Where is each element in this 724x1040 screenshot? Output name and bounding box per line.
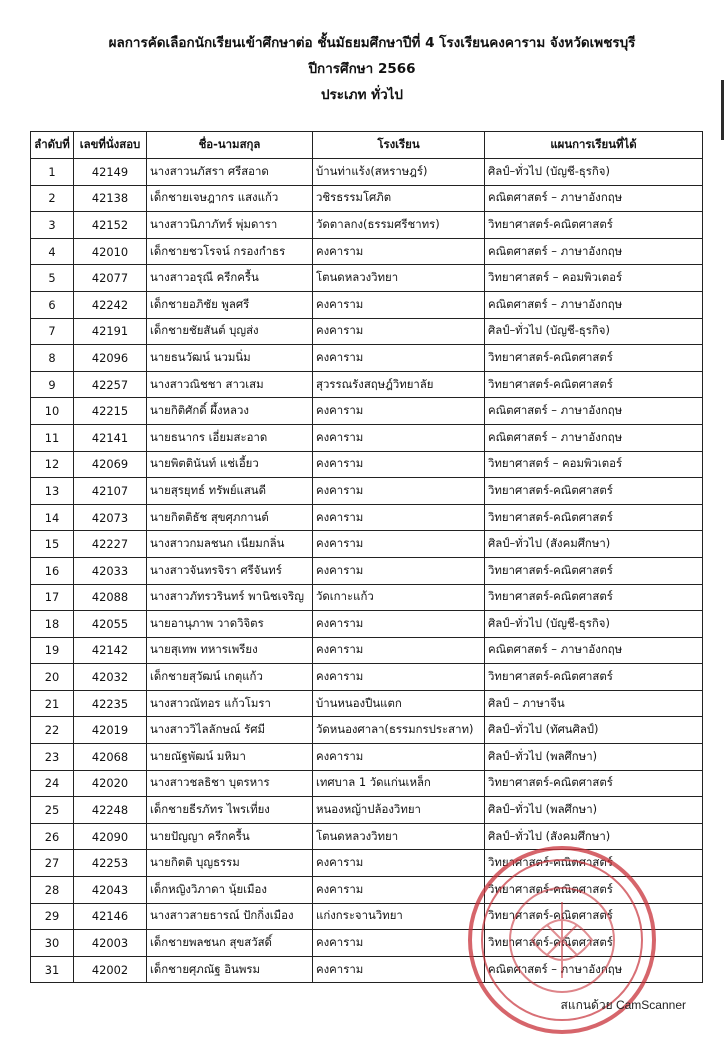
table-row xyxy=(31,504,703,531)
table-row xyxy=(31,238,703,265)
cell-seat-number: 42096 xyxy=(74,345,147,372)
table-body xyxy=(31,159,703,983)
cell-full-name: นางสาวนภัสรา ศรีสอาด xyxy=(147,159,313,186)
header-full-name: ชื่อ-นามสกุล xyxy=(147,132,313,159)
cell-order: 17 xyxy=(31,584,74,611)
cell-full-name: นายกิตติธัช สุขศุภกานต์ xyxy=(147,504,313,531)
cell-seat-number: 42032 xyxy=(74,664,147,691)
cell-order: 14 xyxy=(31,504,74,531)
cell-full-name: เด็กชายพลชนก สุขสวัสดิ์ xyxy=(147,930,313,957)
cell-school: คงคาราม xyxy=(313,504,485,531)
cell-order: 22 xyxy=(31,717,74,744)
table-row xyxy=(31,159,703,186)
cell-seat-number: 42146 xyxy=(74,903,147,930)
document-title: ผลการคัดเลือกนักเรียนเข้าศึกษาต่อ ชั้นมัธยมศึกษาปีที่ 4 โรงเรียนคงคาราม จังหวัดเพชรบุรี xyxy=(108,35,636,51)
header-study-plan: แผนการเรียนที่ได้ xyxy=(485,132,703,159)
cell-study-plan: วิทยาศาสตร์-คณิตศาสตร์ xyxy=(485,557,703,584)
cell-study-plan: วิทยาศาสตร์-คณิตศาสตร์ xyxy=(485,664,703,691)
table-row xyxy=(31,717,703,744)
cell-order: 30 xyxy=(31,930,74,957)
cell-school: วัดเกาะแก้ว xyxy=(313,584,485,611)
cell-school: คงคาราม xyxy=(313,424,485,451)
cell-seat-number: 42142 xyxy=(74,637,147,664)
cell-school: คงคาราม xyxy=(313,611,485,638)
cell-study-plan: วิทยาศาสตร์-คณิตศาสตร์ xyxy=(485,504,703,531)
cell-seat-number: 42215 xyxy=(74,398,147,425)
table-row xyxy=(31,637,703,664)
cell-school: วัดหนองศาลา(ธรรมกรประสาท) xyxy=(313,717,485,744)
header-seat-number: เลขที่นั่งสอบ xyxy=(74,132,147,159)
cell-school: คงคาราม xyxy=(313,478,485,505)
cell-seat-number: 42010 xyxy=(74,238,147,265)
cell-study-plan: ศิลป์–ทั่วไป (บัญชี-ธุรกิจ) xyxy=(485,318,703,345)
table-row xyxy=(31,823,703,850)
cell-seat-number: 42248 xyxy=(74,797,147,824)
table-row xyxy=(31,398,703,425)
results-table xyxy=(30,131,703,983)
table-row xyxy=(31,478,703,505)
cell-order: 29 xyxy=(31,903,74,930)
cell-study-plan: คณิตศาสตร์ – ภาษาอังกฤษ xyxy=(485,637,703,664)
cell-full-name: นายสุรยุทธ์ ทรัพย์แสนดี xyxy=(147,478,313,505)
cell-study-plan: วิทยาศาสตร์-คณิตศาสตร์ xyxy=(485,371,703,398)
cell-seat-number: 42055 xyxy=(74,611,147,638)
table-row xyxy=(31,451,703,478)
table-row xyxy=(31,770,703,797)
cell-seat-number: 42257 xyxy=(74,371,147,398)
cell-full-name: นายธนวัฒน์ นวมนิ่ม xyxy=(147,345,313,372)
cell-order: 8 xyxy=(31,345,74,372)
cell-study-plan: วิทยาศาสตร์-คณิตศาสตร์ xyxy=(485,345,703,372)
cell-seat-number: 42088 xyxy=(74,584,147,611)
table-row xyxy=(31,690,703,717)
table-row xyxy=(31,531,703,558)
cell-order: 28 xyxy=(31,877,74,904)
cell-full-name: เด็กชายชัยสันต์ บุญส่ง xyxy=(147,318,313,345)
table-row xyxy=(31,903,703,930)
cell-seat-number: 42077 xyxy=(74,265,147,292)
cell-full-name: นายอานุภาพ วาดวิจิตร xyxy=(147,611,313,638)
cell-order: 25 xyxy=(31,797,74,824)
cell-order: 1 xyxy=(31,159,74,186)
cell-study-plan: วิทยาศาสตร์-คณิตศาสตร์ xyxy=(485,478,703,505)
cell-full-name: นางสาวนิภาภัทร์ พุ่มดารา xyxy=(147,212,313,239)
header-school: โรงเรียน xyxy=(313,132,485,159)
table-row xyxy=(31,664,703,691)
cell-seat-number: 42068 xyxy=(74,744,147,771)
cell-study-plan: คณิตศาสตร์ – ภาษาอังกฤษ xyxy=(485,185,703,212)
cell-school: คงคาราม xyxy=(313,637,485,664)
table-row xyxy=(31,424,703,451)
cell-seat-number: 42020 xyxy=(74,770,147,797)
cell-study-plan: วิทยาศาสตร์ – คอมพิวเตอร์ xyxy=(485,265,703,292)
cell-full-name: เด็กชายศุภณัฐ อินพรม xyxy=(147,956,313,983)
table-row xyxy=(31,611,703,638)
cell-school: คงคาราม xyxy=(313,531,485,558)
cell-seat-number: 42227 xyxy=(74,531,147,558)
cell-seat-number: 42002 xyxy=(74,956,147,983)
cell-seat-number: 42235 xyxy=(74,690,147,717)
table-row xyxy=(31,584,703,611)
cell-seat-number: 42253 xyxy=(74,850,147,877)
cell-school: คงคาราม xyxy=(313,930,485,957)
cell-school: คงคาราม xyxy=(313,345,485,372)
cell-study-plan: ศิลป์–ทั่วไป (พลศึกษา) xyxy=(485,744,703,771)
cell-order: 20 xyxy=(31,664,74,691)
cell-study-plan: ศิลป์–ทั่วไป (บัญชี-ธุรกิจ) xyxy=(485,611,703,638)
cell-seat-number: 42149 xyxy=(74,159,147,186)
cell-school: คงคาราม xyxy=(313,877,485,904)
table-row xyxy=(31,185,703,212)
cell-full-name: นางสาวภัทรวรินทร์ พานิชเจริญ xyxy=(147,584,313,611)
cell-seat-number: 42191 xyxy=(74,318,147,345)
cell-study-plan: วิทยาศาสตร์-คณิตศาสตร์ xyxy=(485,770,703,797)
cell-seat-number: 42138 xyxy=(74,185,147,212)
cell-full-name: เด็กชายชวโรจน์ กรองกำธร xyxy=(147,238,313,265)
cell-school: วชิรธรรมโศภิต xyxy=(313,185,485,212)
table-row xyxy=(31,850,703,877)
cell-school: หนองหญ้าปล้องวิทยา xyxy=(313,797,485,824)
cell-order: 9 xyxy=(31,371,74,398)
cell-school: คงคาราม xyxy=(313,664,485,691)
table-row xyxy=(31,371,703,398)
table-row xyxy=(31,318,703,345)
cell-study-plan: วิทยาศาสตร์-คณิตศาสตร์ xyxy=(485,903,703,930)
cell-study-plan: วิทยาศาสตร์-คณิตศาสตร์ xyxy=(485,212,703,239)
header-order: ลำดับที่ xyxy=(31,132,74,159)
table-header-row xyxy=(31,132,703,159)
academic-year: ปีการศึกษา 2566 xyxy=(308,61,416,77)
cell-full-name: เด็กชายธีรภัทร ไพรเที่ยง xyxy=(147,797,313,824)
table-row xyxy=(31,956,703,983)
cell-order: 2 xyxy=(31,185,74,212)
cell-order: 21 xyxy=(31,690,74,717)
cell-study-plan: คณิตศาสตร์ – ภาษาอังกฤษ xyxy=(485,424,703,451)
cell-school: โตนดหลวงวิทยา xyxy=(313,265,485,292)
cell-school: คงคาราม xyxy=(313,451,485,478)
cell-school: คงคาราม xyxy=(313,850,485,877)
cell-full-name: นายปัญญา ครีกครื้น xyxy=(147,823,313,850)
table-row xyxy=(31,265,703,292)
cell-full-name: เด็กหญิงวิภาดา นุ้ยเมือง xyxy=(147,877,313,904)
cell-study-plan: ศิลป์–ทั่วไป (พลศึกษา) xyxy=(485,797,703,824)
cell-school: คงคาราม xyxy=(313,956,485,983)
cell-school: วัดตาลกง(ธรรมศรีชาทร) xyxy=(313,212,485,239)
cell-school: บ้านหนองปืนแตก xyxy=(313,690,485,717)
admission-category: ประเภท ทั่วไป xyxy=(320,87,404,103)
cell-full-name: นางสาวกมลชนก เนียมกลิ่น xyxy=(147,531,313,558)
cell-seat-number: 42107 xyxy=(74,478,147,505)
cell-study-plan: ศิลป์–ทั่วไป (สังคมศึกษา) xyxy=(485,823,703,850)
cell-study-plan: คณิตศาสตร์ – ภาษาอังกฤษ xyxy=(485,291,703,318)
cell-order: 23 xyxy=(31,744,74,771)
cell-full-name: เด็กชายสุวัฒน์ เกตุแก้ว xyxy=(147,664,313,691)
scanner-watermark: สแกนด้วย CamScanner xyxy=(560,998,686,1012)
cell-seat-number: 42003 xyxy=(74,930,147,957)
table-row xyxy=(31,212,703,239)
cell-school: เทศบาล 1 วัดแก่นเหล็ก xyxy=(313,770,485,797)
table-row xyxy=(31,744,703,771)
cell-seat-number: 42069 xyxy=(74,451,147,478)
cell-seat-number: 42019 xyxy=(74,717,147,744)
cell-school: แก่งกระจานวิทยา xyxy=(313,903,485,930)
cell-order: 4 xyxy=(31,238,74,265)
cell-full-name: นางสาวณิชชา สาวเสม xyxy=(147,371,313,398)
cell-study-plan: ศิลป์–ทั่วไป (บัญชี-ธุรกิจ) xyxy=(485,159,703,186)
cell-study-plan: ศิลป์ – ภาษาจีน xyxy=(485,690,703,717)
cell-seat-number: 42141 xyxy=(74,424,147,451)
cell-school: คงคาราม xyxy=(313,398,485,425)
cell-order: 3 xyxy=(31,212,74,239)
cell-full-name: นางสาวอรุณี ครีกครื้น xyxy=(147,265,313,292)
cell-study-plan: คณิตศาสตร์ – ภาษาอังกฤษ xyxy=(485,398,703,425)
cell-order: 11 xyxy=(31,424,74,451)
cell-school: คงคาราม xyxy=(313,557,485,584)
cell-seat-number: 42090 xyxy=(74,823,147,850)
cell-order: 6 xyxy=(31,291,74,318)
cell-school: คงคาราม xyxy=(313,744,485,771)
cell-full-name: นายกิติศักดิ์ ผึ้งหลวง xyxy=(147,398,313,425)
table-row xyxy=(31,291,703,318)
cell-school: โตนดหลวงวิทยา xyxy=(313,823,485,850)
cell-school: คงคาราม xyxy=(313,238,485,265)
cell-study-plan: ศิลป์–ทั่วไป (ทัศนศิลป์) xyxy=(485,717,703,744)
cell-full-name: นายกิตติ บุญธรรม xyxy=(147,850,313,877)
cell-order: 13 xyxy=(31,478,74,505)
cell-seat-number: 42242 xyxy=(74,291,147,318)
cell-order: 27 xyxy=(31,850,74,877)
cell-full-name: เด็กชายเจษฎากร แสงแก้ว xyxy=(147,185,313,212)
cell-school: คงคาราม xyxy=(313,318,485,345)
cell-study-plan: วิทยาศาสตร์ – คอมพิวเตอร์ xyxy=(485,451,703,478)
cell-order: 31 xyxy=(31,956,74,983)
table-row xyxy=(31,345,703,372)
cell-full-name: นายณัฐพัฒน์ มหิมา xyxy=(147,744,313,771)
table-row xyxy=(31,930,703,957)
cell-order: 5 xyxy=(31,265,74,292)
cell-full-name: นางสาวจันทรจิรา ศรีจันทร์ xyxy=(147,557,313,584)
cell-seat-number: 42033 xyxy=(74,557,147,584)
cell-full-name: นางสาวณัทอร แก้วโมรา xyxy=(147,690,313,717)
cell-study-plan: วิทยาศาสตร์-คณิตศาสตร์ xyxy=(485,584,703,611)
cell-order: 19 xyxy=(31,637,74,664)
cell-study-plan: คณิตศาสตร์ – ภาษาอังกฤษ xyxy=(485,238,703,265)
cell-order: 16 xyxy=(31,557,74,584)
cell-study-plan: วิทยาศาสตร์-คณิตศาสตร์ xyxy=(485,850,703,877)
cell-study-plan: วิทยาศาสตร์-คณิตศาสตร์ xyxy=(485,930,703,957)
cell-order: 26 xyxy=(31,823,74,850)
cell-full-name: นายสุเทพ ทหารเพรียง xyxy=(147,637,313,664)
table-row xyxy=(31,557,703,584)
cell-full-name: นางสาวชลธิชา บุตรหาร xyxy=(147,770,313,797)
table-row xyxy=(31,797,703,824)
cell-order: 12 xyxy=(31,451,74,478)
cell-order: 15 xyxy=(31,531,74,558)
cell-seat-number: 42073 xyxy=(74,504,147,531)
cell-full-name: เด็กชายอภิชัย พูลศรี xyxy=(147,291,313,318)
cell-school: คงคาราม xyxy=(313,291,485,318)
cell-full-name: นางสาววิไลลักษณ์ รัศมี xyxy=(147,717,313,744)
cell-order: 24 xyxy=(31,770,74,797)
cell-order: 7 xyxy=(31,318,74,345)
cell-school: สุวรรณรังสฤษฎ์วิทยาลัย xyxy=(313,371,485,398)
cell-full-name: นายธนากร เอี่ยมสะอาด xyxy=(147,424,313,451)
cell-full-name: นายพิตตินันท์ แช่เอี้ยว xyxy=(147,451,313,478)
table-row xyxy=(31,877,703,904)
cell-school: บ้านท่าแร้ง(สหราษฎร์) xyxy=(313,159,485,186)
cell-study-plan: ศิลป์–ทั่วไป (สังคมศึกษา) xyxy=(485,531,703,558)
cell-order: 10 xyxy=(31,398,74,425)
document-header xyxy=(0,30,724,108)
cell-study-plan: วิทยาศาสตร์-คณิตศาสตร์ xyxy=(485,877,703,904)
cell-seat-number: 42043 xyxy=(74,877,147,904)
cell-study-plan: คณิตศาสตร์ – ภาษาอังกฤษ xyxy=(485,956,703,983)
cell-order: 18 xyxy=(31,611,74,638)
cell-seat-number: 42152 xyxy=(74,212,147,239)
cell-full-name: นางสาวสายธารณ์ ปักกิ่งเมือง xyxy=(147,903,313,930)
